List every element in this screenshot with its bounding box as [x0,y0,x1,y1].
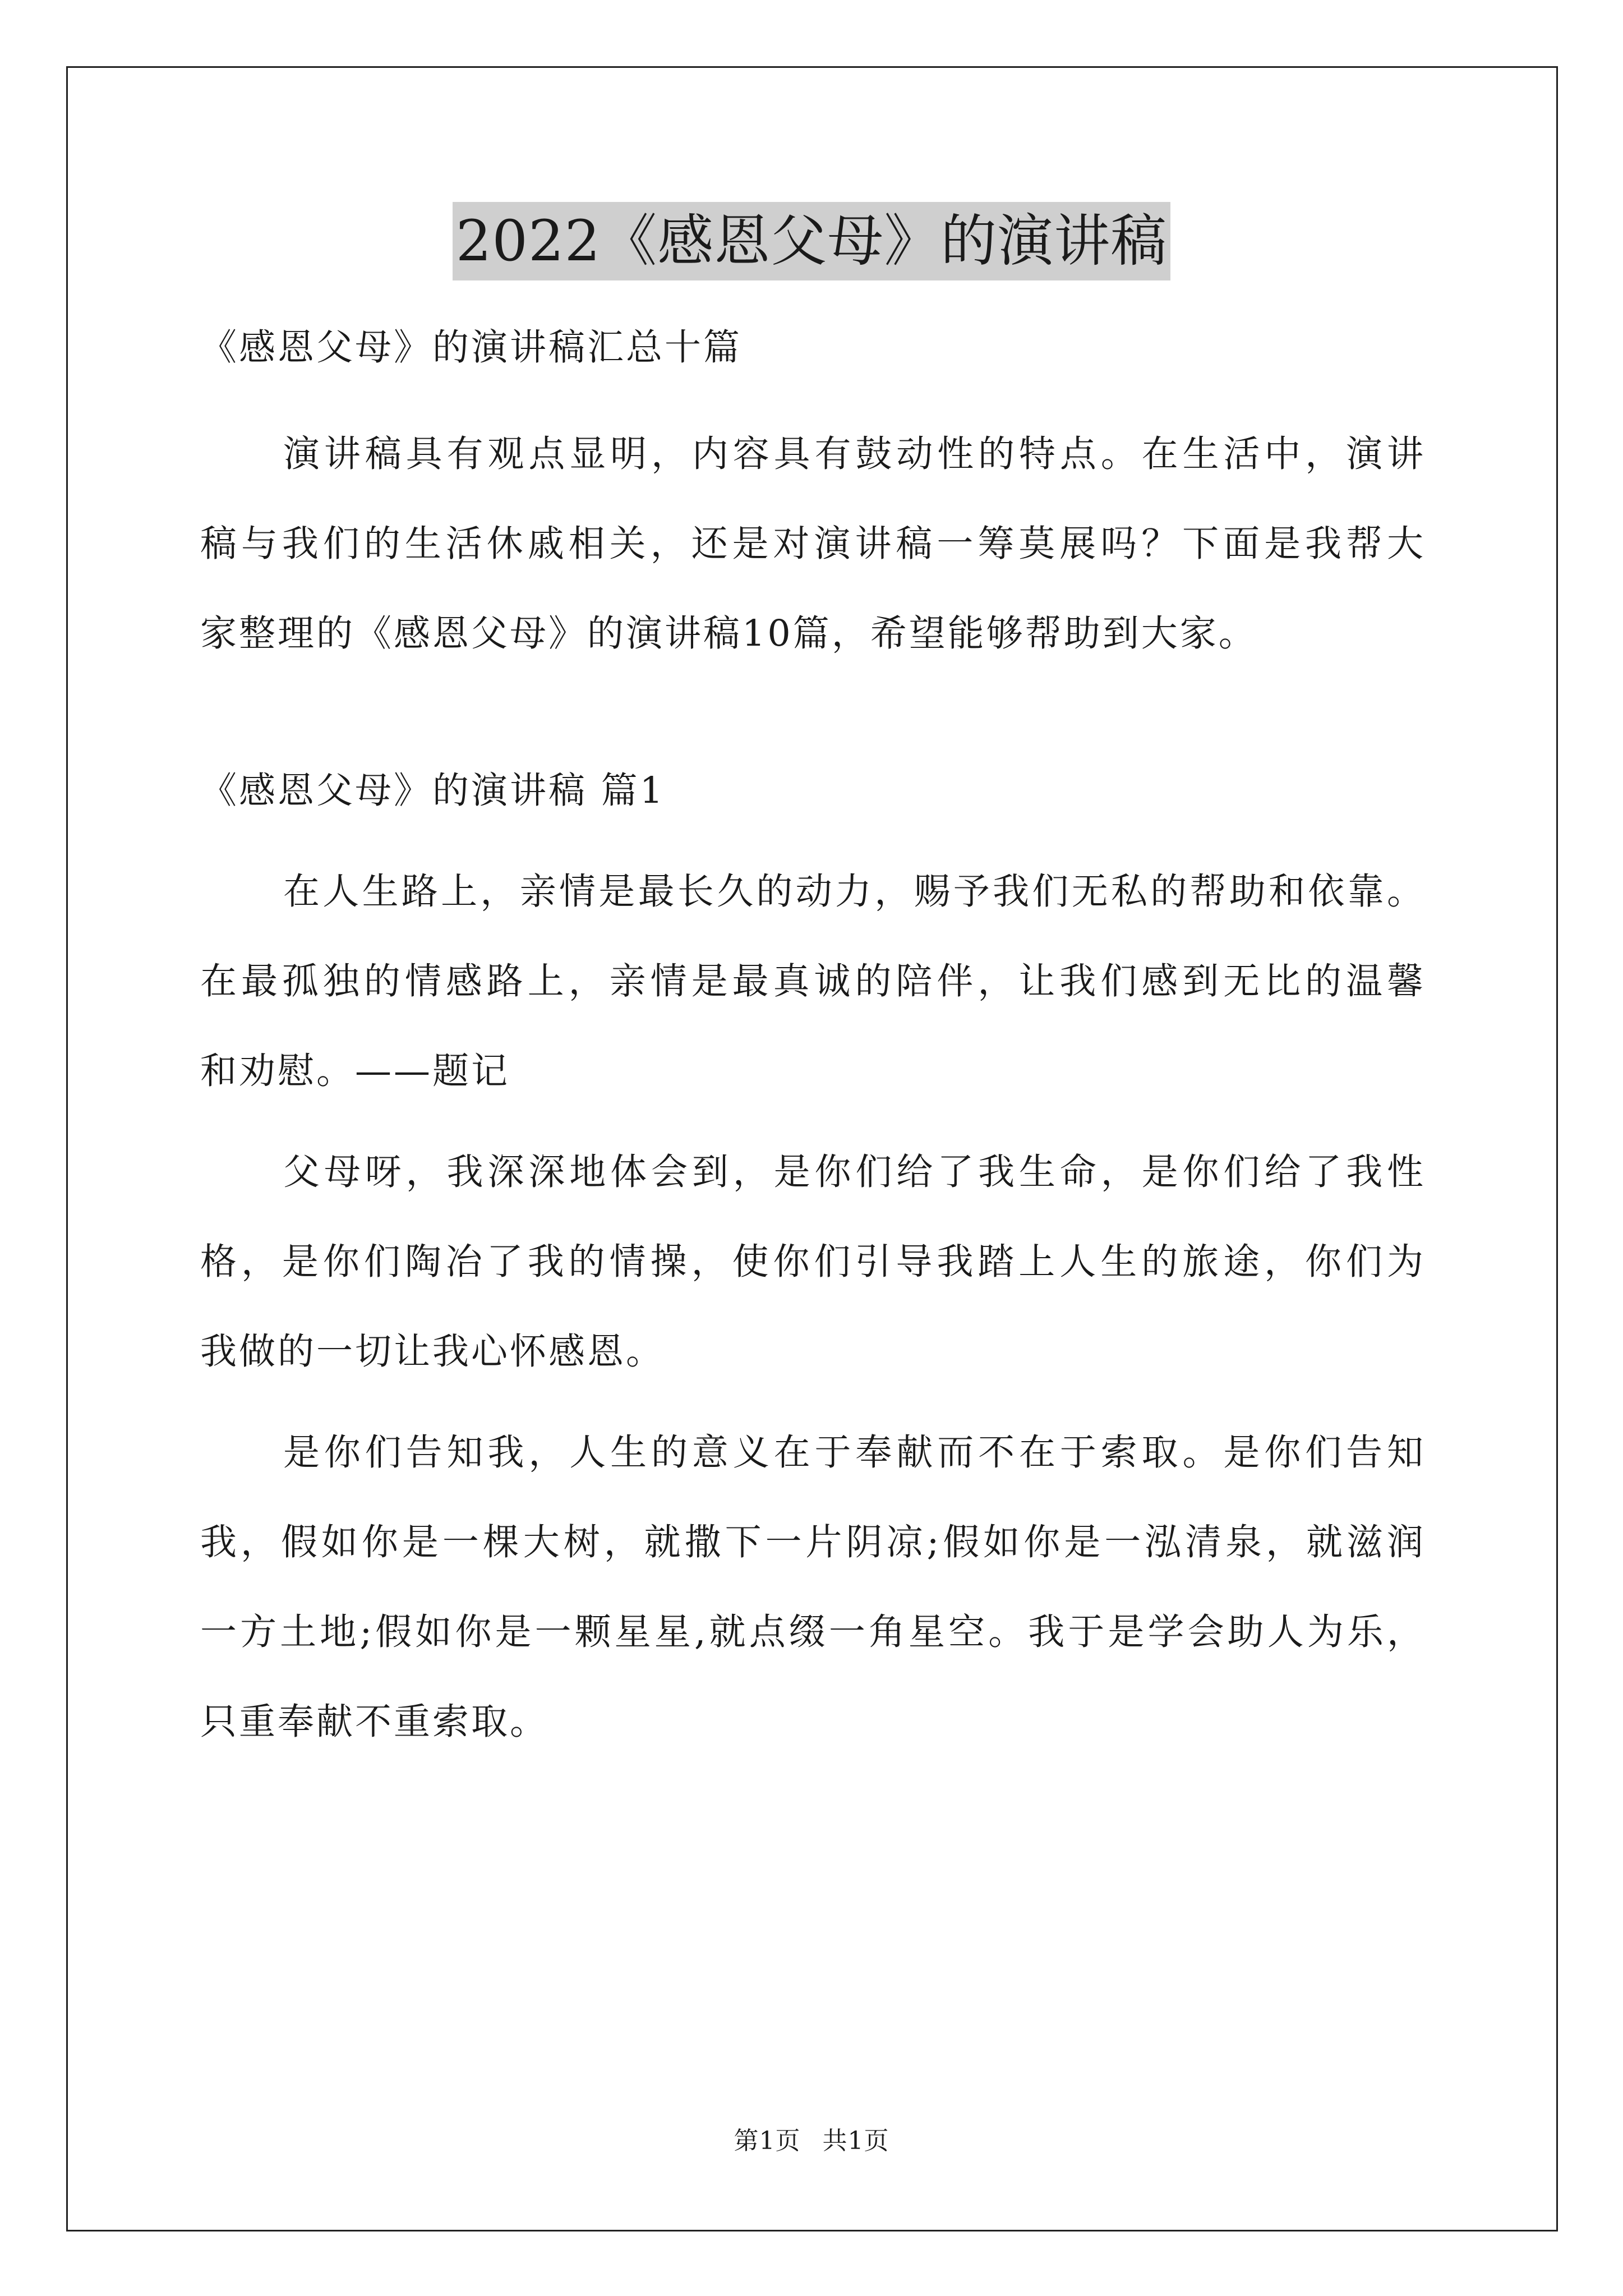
paragraph-line: 一方土地;假如你是一颗星星,就点缀一角星空。我于是学会助人为乐， [200,1611,1426,1653]
document-body [200,303,1426,1767]
paragraph-line: 在最孤独的情感路上，亲情是最真诚的陪伴，让我们感到无比的温馨 [200,960,1426,1002]
paragraph-line: 和劝慰。——题记 [200,1050,510,1092]
intro-line: 演讲稿具有观点显明，内容具有鼓动性的特点。在生活中，演讲 [283,433,1426,475]
title-container [0,202,1623,280]
paragraph-line: 只重奉献不重索取。 [200,1701,549,1743]
intro-line: 稿与我们的生活休戚相关，还是对演讲稿一筹莫展吗？下面是我帮大 [200,523,1426,565]
paragraph [200,1408,1426,1767]
paragraph-line: 格，是你们陶冶了我的情操，使你们引导我踏上人生的旅途，你们为 [200,1241,1426,1283]
page-total: 共1页 [822,2127,889,2155]
paragraph [200,847,1426,1116]
document-title: 2022《感恩父母》的演讲稿 [453,202,1171,280]
page-number: 第1页 [734,2127,801,2155]
intro-paragraph [200,409,1426,679]
paragraph-line: 父母呀，我深深地体会到，是你们给了我生命，是你们给了我性 [283,1151,1426,1193]
paragraph-line: 我做的一切让我心怀感恩。 [200,1331,665,1373]
document-subtitle: 《感恩父母》的演讲稿汇总十篇 [200,326,743,369]
paragraph-line: 我，假如你是一棵大树，就撒下一片阴凉;假如你是一泓清泉，就滋润 [200,1521,1426,1563]
paragraph [200,1128,1426,1397]
paragraph-line: 在人生路上，亲情是最长久的动力，赐予我们无私的帮助和依靠。 [283,871,1426,913]
page-footer [0,2120,1623,2156]
section-heading: 《感恩父母》的演讲稿 篇1 [200,770,666,812]
intro-line: 家整理的《感恩父母》的演讲稿10篇，希望能够帮助到大家。 [200,613,1257,655]
paragraph-line: 是你们告知我，人生的意义在于奉献而不在于索取。是你们告知 [283,1432,1426,1474]
